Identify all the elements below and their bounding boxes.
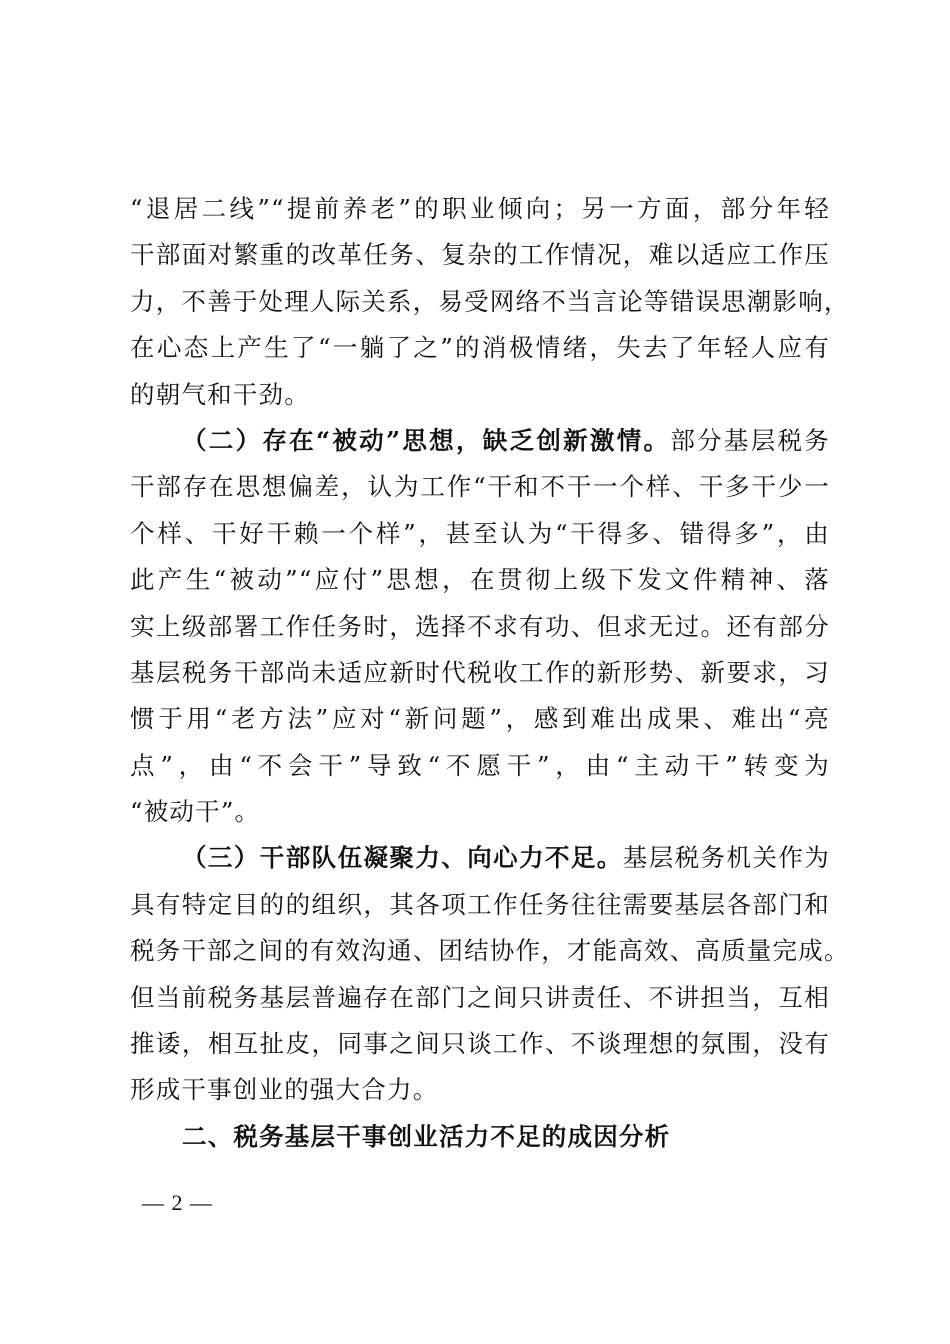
text-line: 推诿，相互扯皮，同事之间只谈工作、不谈理想的氛围，没有 — [130, 1029, 830, 1059]
section-heading: 二、税务基层干事创业活力不足的成因分析 — [182, 1121, 671, 1151]
text-line: 实上级部署工作任务时，选择不求有功、但求无过。还有部分 — [130, 611, 830, 641]
text-line: 但当前税务基层普遍存在部门之间只讲责任、不讲担当，互相 — [130, 982, 830, 1012]
subsection-heading-2: （二）存在“被动”思想，缺乏创新激情。 — [182, 425, 671, 455]
subsection-line-2 — [130, 418, 830, 464]
text-line: 基层税务干部尚未适应新时代税收工作的新形势、新要求，习 — [130, 657, 830, 687]
text-line: “被动干”。 — [130, 797, 261, 827]
text-line: 在心态上产生了“一躺了之”的消极情绪，失去了年轻人应有 — [130, 333, 830, 363]
text-line: 干部存在思想偏差，认为工作“干和不干一个样、干多干少一 — [130, 472, 830, 502]
text-line: 此产生“被动”“应付”思想，在贯彻上级下发文件精神、落 — [130, 565, 830, 595]
text-line: 惯于用“老方法”应对“新问题”，感到难出成果、难出“亮 — [130, 704, 830, 734]
text-line: “退居二线”“提前养老”的职业倾向；另一方面，部分年轻 — [130, 194, 830, 223]
text-span: 基层税务机关作为 — [622, 843, 830, 873]
text-line: 具有特定目的的组织，其各项工作任务往往需要基层各部门和 — [130, 889, 830, 919]
subsection-line-3 — [130, 835, 830, 881]
subsection-heading-3: （三）干部队伍凝聚力、向心力不足。 — [182, 843, 623, 873]
text-line: 力，不善于处理人际关系，易受网络不当言论等错误思潮影响， — [130, 286, 850, 316]
text-line: 税务干部之间的有效沟通、团结协作，才能高效、高质量完成。 — [130, 936, 850, 966]
text-line: 形成干事创业的强大合力。 — [130, 1075, 439, 1105]
text-line: 的朝气和干劲。 — [130, 379, 310, 409]
text-line: 点”，由“不会干”导致“不愿干”，由“主动干”转变为 — [130, 750, 830, 780]
text-span: 部分基层税务 — [670, 425, 831, 455]
body-text — [130, 186, 850, 1160]
page-number: — 2 — — [142, 1190, 213, 1215]
text-line: 干部面对繁重的改革任务、复杂的工作情况，难以适应工作压 — [130, 240, 830, 270]
text-line: 个样、干好干赖一个样”，甚至认为“干得多、错得多”，由 — [130, 518, 830, 548]
